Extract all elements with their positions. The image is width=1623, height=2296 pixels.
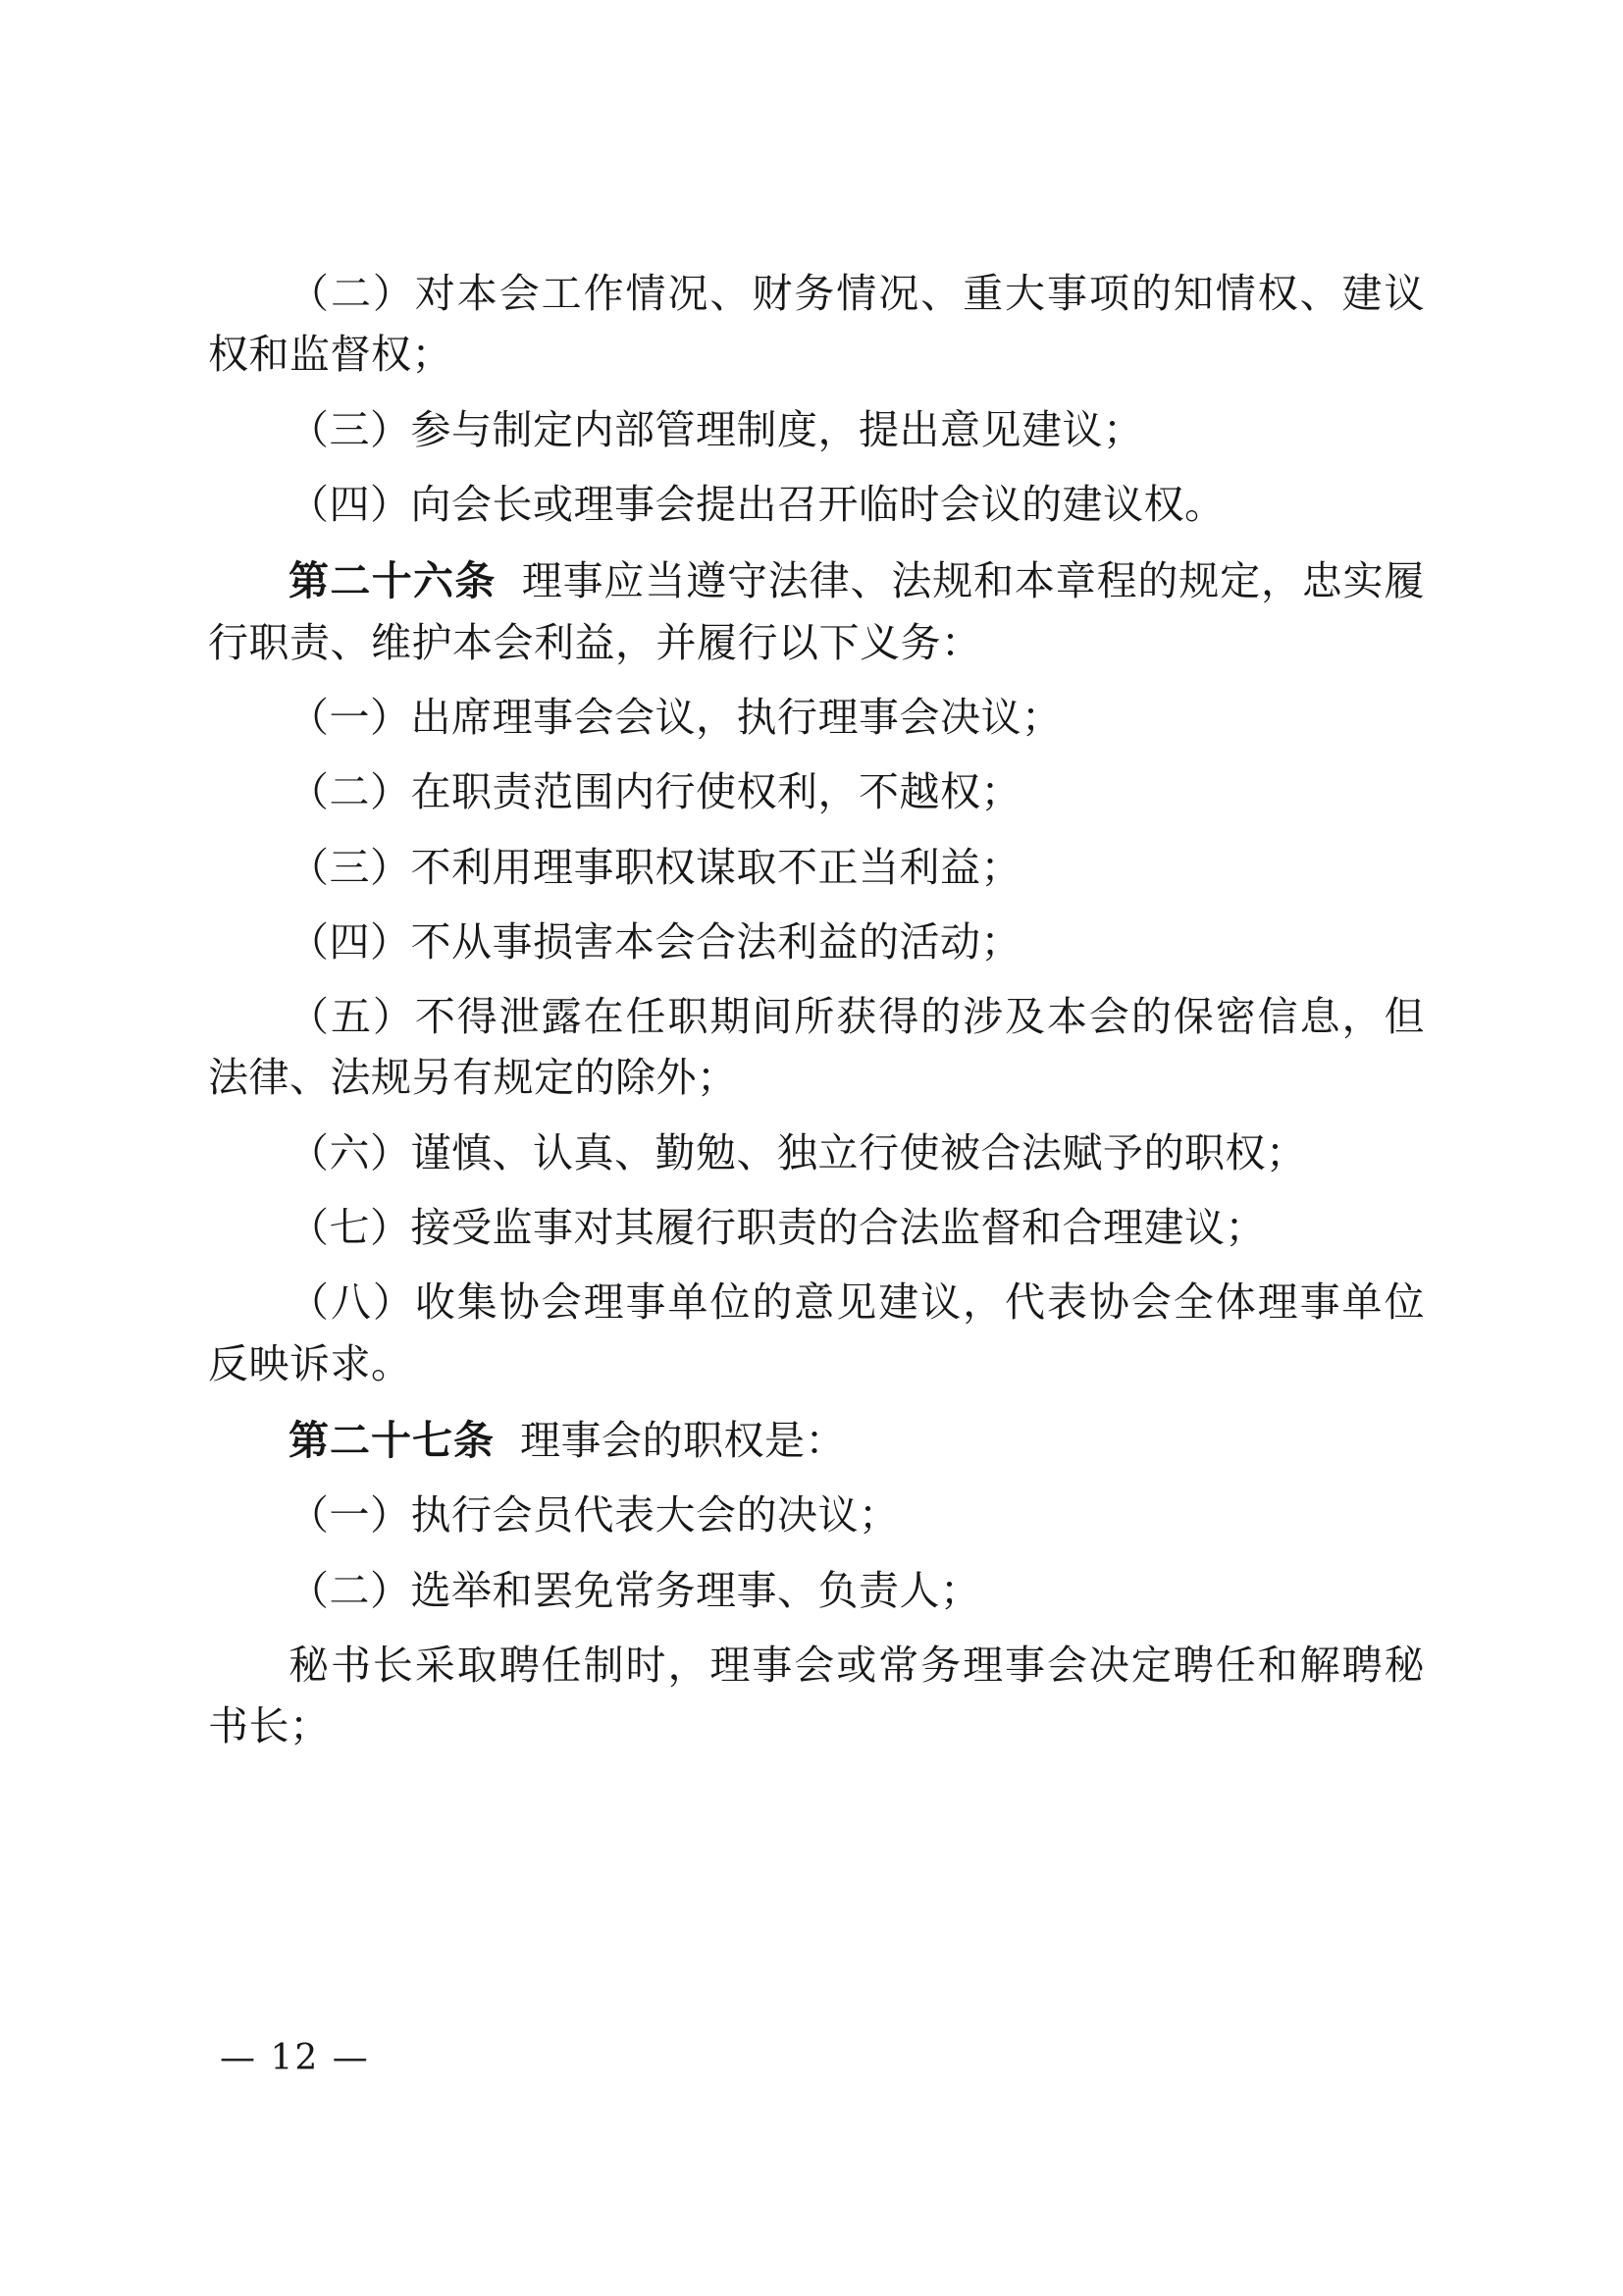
page-number-text: — 12 — [220, 2038, 370, 2078]
article-number: 第二十六条 [288, 557, 497, 605]
paragraph: （一）出席理事会会议，执行理事会决议； [288, 693, 1063, 741]
article-number: 第二十七条 [288, 1417, 495, 1464]
paragraph: （二）在职责范围内行使权利，不越权； [288, 768, 1021, 816]
paragraph: （四）向会长或理事会提出召开临时会议的建议权。 [288, 480, 1226, 528]
page-number [208, 2038, 1425, 2078]
paragraph: （七）接受监事对其履行职责的合法监督和合理建议； [288, 1204, 1266, 1252]
article-paragraph [208, 550, 1425, 673]
article-text: 理事会的职权是： [520, 1417, 846, 1464]
paragraph: （六）谨慎、认真、勤勉、独立行使被合法赋予的职权； [288, 1128, 1307, 1176]
paragraph: （四）不从事损害本会合法利益的活动； [288, 917, 1021, 965]
paragraph: （八）收集协会理事单位的意见建议，代表协会全体理事单位反映诉求。 [208, 1278, 1425, 1387]
paragraph: （二）对本会工作情况、财务情况、重大事项的知情权、建议权和监督权； [208, 270, 1425, 379]
paragraph: （二）选举和罢免常务理事、负责人； [288, 1566, 981, 1614]
paragraph: （一）执行会员代表大会的决议； [288, 1491, 900, 1539]
paragraph: （五）不得泄露在任职期间所获得的涉及本会的保密信息，但法律、法规另有规定的除外； [208, 993, 1425, 1102]
article-text: 理事应当遵守法律、法规和本章程的规定，忠实履行职责、维护本会利益，并履行以下义务： [208, 557, 1426, 666]
article-paragraph [208, 1410, 1425, 1471]
document-body [208, 263, 1425, 1771]
paragraph: （三）不利用理事职权谋取不正当利益； [288, 843, 1021, 891]
paragraph: （三）参与制定内部管理制度，提出意见建议； [288, 405, 1144, 453]
paragraph: 秘书长采取聘任制时，理事会或常务理事会决定聘任和解聘秘书长； [208, 1641, 1425, 1750]
